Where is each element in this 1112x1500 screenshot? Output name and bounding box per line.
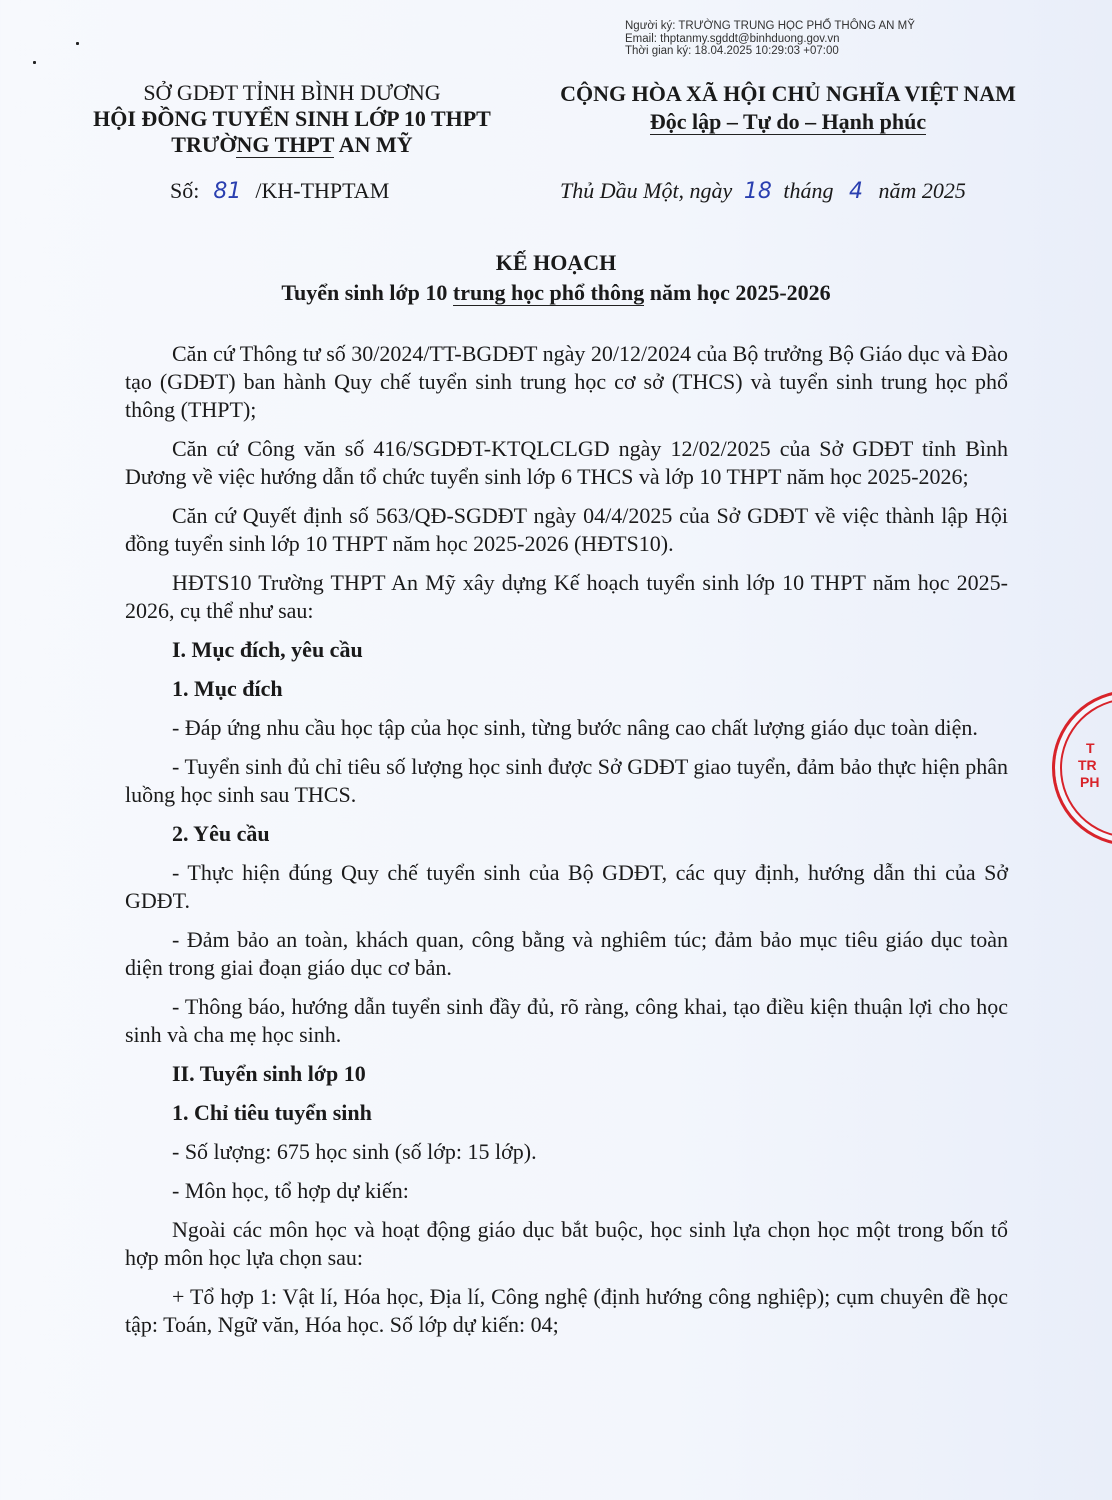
requirement-item-2: - Đảm bảo an toàn, khách quan, công bằng và nghiêm túc; đảm bảo mục tiêu giáo dục toàn diện trong giai đoạn giáo dục cơ bản. — [125, 927, 1008, 980]
doc-number-label: Số: — [170, 178, 200, 203]
subtitle-part: Tuyển sinh lớp 10 — [281, 280, 453, 305]
stamp-text — [1072, 740, 1099, 791]
requirement-item-1: - Thực hiện đúng Quy chế tuyển sinh của Bộ GDĐT, các quy định, hướng dẫn thi của Sở GDĐT. — [125, 860, 1008, 913]
doc-number-suffix: /KH-THPTAM — [255, 178, 390, 203]
authority-department: SỞ GDĐT TỈNH BÌNH DƯƠNG — [143, 80, 441, 105]
title-subtitle — [0, 278, 1112, 308]
national-motto-header — [528, 80, 1048, 136]
authority-council: HỘI ĐỒNG TUYỂN SINH LỚP 10 THPT — [93, 106, 491, 131]
date-year: năm 2025 — [878, 178, 966, 203]
document-body — [125, 340, 1008, 1350]
document-number — [170, 178, 389, 204]
date-month-label: tháng — [783, 178, 834, 203]
place-and-date — [560, 178, 966, 204]
school-name-part: AN MỸ — [334, 132, 413, 157]
paragraph-legal-basis-3: Căn cứ Quyết định số 563/QĐ-SGDĐT ngày 04/4/2025 của Sở GDĐT về việc thành lập Hội đồng tuyển sinh lớp 10 THPT năm học 2025-2026 (HĐTS10). — [125, 503, 1008, 556]
signature-email: Email: thptanmy.sgddt@binhduong.gov.vn — [625, 32, 840, 45]
heading-section-1: I. Mục đích, yêu cầu — [172, 637, 363, 662]
subject-combination-intro: Ngoài các môn học và hoạt động giáo dục bắt buộc, học sinh lựa chọn học một trong bốn tổ hợp môn học lựa chọn sau: — [125, 1217, 1008, 1270]
document-title — [0, 248, 1112, 308]
quota-subjects: - Môn học, tổ hợp dự kiến: — [172, 1178, 409, 1203]
date-month-handwritten: 4 — [848, 179, 863, 204]
scan-artifact — [33, 61, 36, 64]
requirement-item-3: - Thông báo, hướng dẫn tuyển sinh đầy đủ, rõ ràng, công khai, tạo điều kiện thuận lợi cho học sinh và cha mẹ học sinh. — [125, 994, 1008, 1047]
stamp-line: TR — [1078, 757, 1097, 773]
digital-signature-block — [625, 20, 915, 58]
paragraph-legal-basis-2: Căn cứ Công văn số 416/SGDĐT-KTQLCLGD ngày 12/02/2025 của Sở GDĐT tỉnh Bình Dương về việc hướng dẫn tổ chức tuyển sinh lớp 6 THCS và lớp 10 THPT năm học 2025-2026; — [125, 436, 1008, 489]
country-name: CỘNG HÒA XÃ HỘI CHỦ NGHĨA VIỆT NAM — [560, 81, 1016, 106]
purpose-item-1: - Đáp ứng nhu cầu học tập của học sinh, từng bước nâng cao chất lượng giáo dục toàn diện. — [172, 715, 978, 740]
title-main: KẾ HOẠCH — [495, 250, 617, 275]
paragraph-legal-basis-1: Căn cứ Thông tư số 30/2024/TT-BGDĐT ngày 20/12/2024 của Bộ trưởng Bộ Giáo dục và Đào tạo (GDĐT) ban hành Quy chế tuyển sinh trung học cơ sở (THCS) và tuyển sinh trung học phổ thông (THPT); — [125, 341, 1008, 422]
stamp-line: PH — [1080, 774, 1100, 790]
school-name-part: TRƯỜ — [171, 132, 237, 157]
purpose-item-2: - Tuyển sinh đủ chỉ tiêu số lượng học sinh được Sở GDĐT giao tuyển, đảm bảo thực hiện phân luồng học sinh sau THCS. — [125, 754, 1008, 807]
scan-artifact — [76, 42, 79, 45]
stamp-line: T — [1086, 740, 1095, 756]
heading-section-2: II. Tuyển sinh lớp 10 — [172, 1061, 366, 1086]
date-day-handwritten: 18 — [743, 179, 772, 204]
national-motto: Độc lập – Tự do – Hạnh phúc — [649, 109, 927, 134]
quota-count: - Số lượng: 675 học sinh (số lớp: 15 lớp). — [172, 1139, 537, 1164]
authority-school — [62, 132, 522, 158]
heading-requirements: 2. Yêu cầu — [172, 821, 270, 846]
signature-time: Thời gian ký: 18.04.2025 10:29:03 +07:00 — [625, 45, 839, 57]
subject-combination-1: + Tổ hợp 1: Vật lí, Hóa học, Địa lí, Công nghệ (định hướng công nghiệp); cụm chuyên đề học tập: Toán, Ngữ văn, Hóa học. Số lớp dự kiến: 04; — [125, 1284, 1008, 1337]
paragraph-intro: HĐTS10 Trường THPT An Mỹ xây dựng Kế hoạch tuyển sinh lớp 10 THPT năm học 2025-2026, cụ thể như sau: — [125, 570, 1008, 623]
subtitle-underlined: trung học phổ thông — [452, 280, 645, 305]
heading-purpose: 1. Mục đích — [172, 676, 283, 701]
doc-number-handwritten: 81 — [213, 179, 242, 204]
issuing-authority-header — [62, 80, 522, 158]
subtitle-part: năm học 2025-2026 — [644, 280, 831, 305]
date-place: Thủ Dầu Một, ngày — [560, 178, 733, 203]
signature-signer: Người ký: TRƯỜNG TRUNG HỌC PHỔ THÔNG AN MỸ — [625, 20, 915, 32]
school-name-underlined: NG THPT — [236, 132, 335, 157]
heading-quota: 1. Chỉ tiêu tuyển sinh — [172, 1100, 372, 1125]
